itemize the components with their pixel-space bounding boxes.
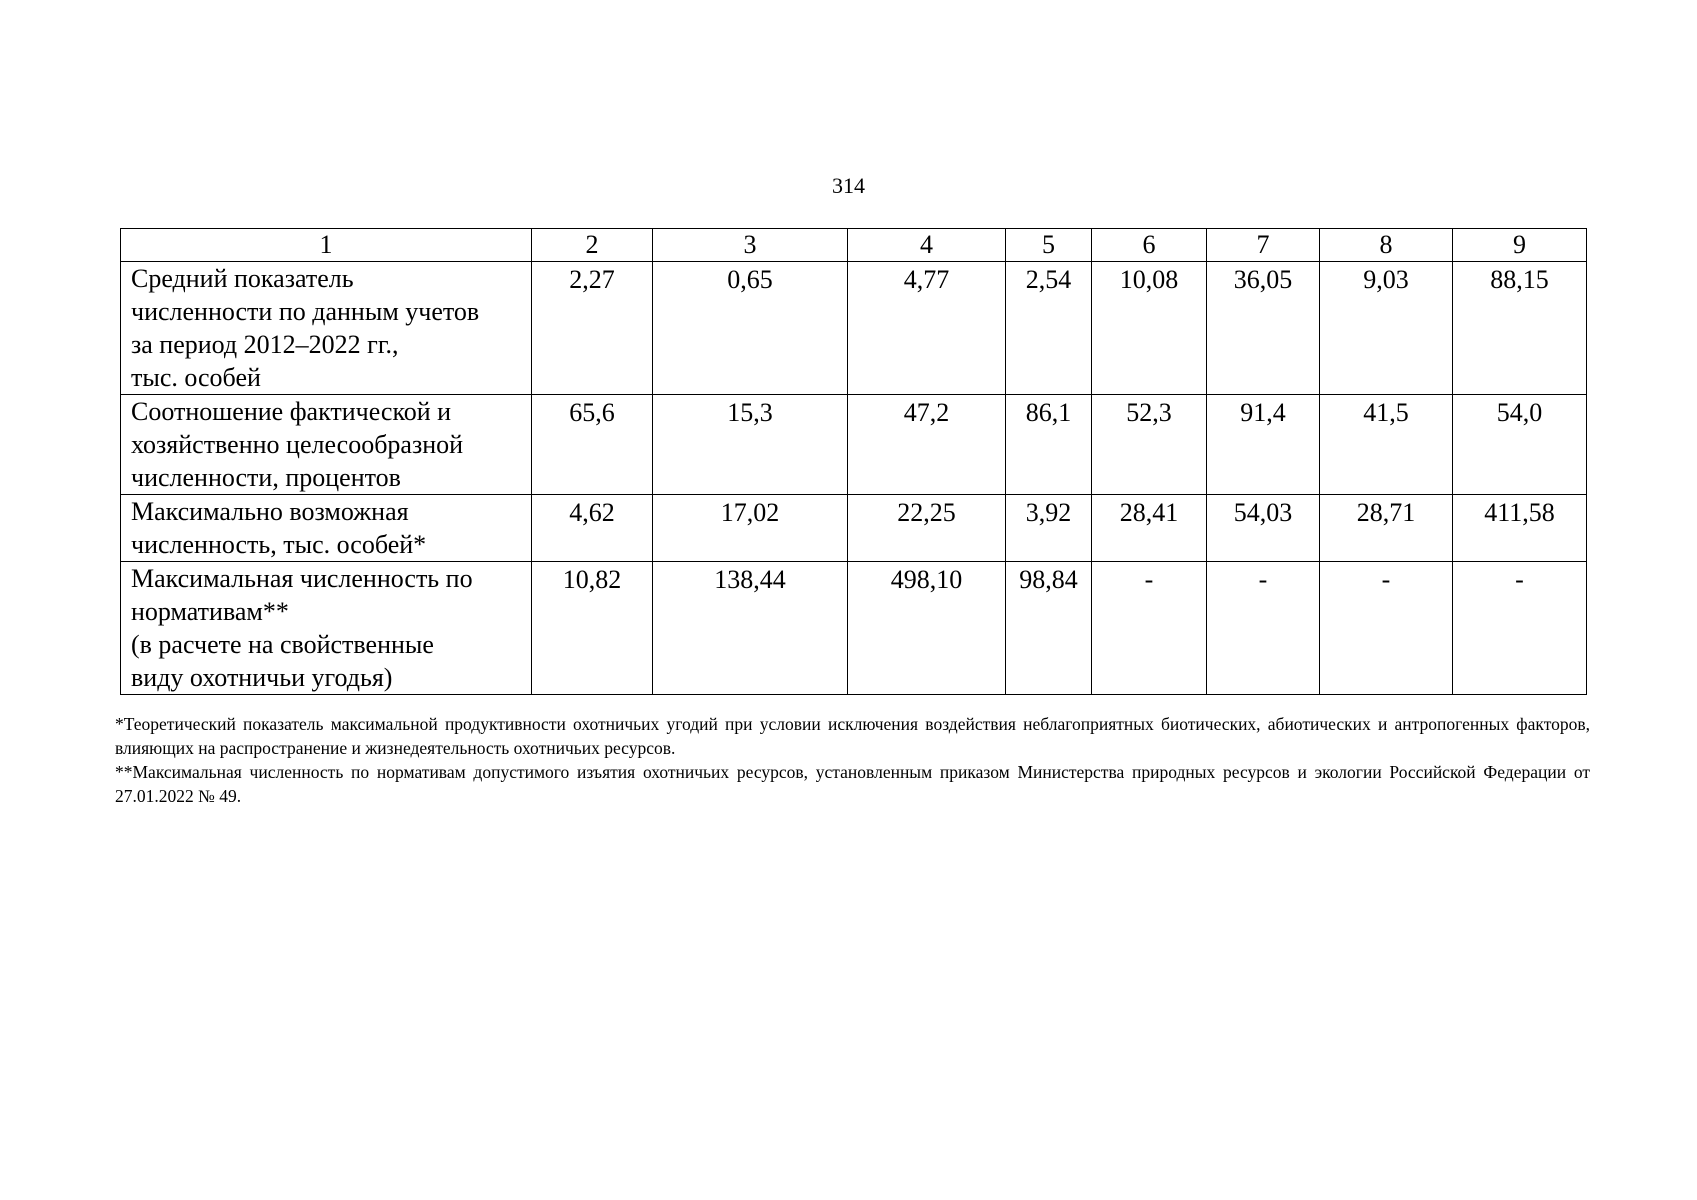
column-header: 6 xyxy=(1092,229,1207,262)
table-cell: 138,44 xyxy=(653,562,848,695)
table-cell: 17,02 xyxy=(653,495,848,562)
table-cell: 10,82 xyxy=(532,562,653,695)
column-header: 2 xyxy=(532,229,653,262)
page-number: 314 xyxy=(832,173,865,198)
table-cell: 4,77 xyxy=(848,262,1006,395)
column-header: 4 xyxy=(848,229,1006,262)
row-label xyxy=(121,395,532,495)
table-cell: 2,27 xyxy=(532,262,653,395)
footnote-double-asterisk: **Максимальная численность по нормативам допустимого изъятия охотничьих ресурсов, установленным приказом Министерства природных ресурсов и экологии Российской Федерации от 27.01.2022 № 49. xyxy=(115,762,1590,806)
table-cell: 28,71 xyxy=(1320,495,1453,562)
table-cell: 498,10 xyxy=(848,562,1006,695)
table-cell: 88,15 xyxy=(1453,262,1587,395)
row-label xyxy=(121,495,532,562)
table-row xyxy=(121,495,1587,562)
table-cell: 9,03 xyxy=(1320,262,1453,395)
table-cell: - xyxy=(1207,562,1320,695)
table-row xyxy=(121,262,1587,395)
row-label-line: (в расчете на свойственные xyxy=(131,630,434,659)
table-cell: 98,84 xyxy=(1006,562,1092,695)
row-label-line: Средний показатель xyxy=(131,264,354,293)
table-cell: 52,3 xyxy=(1092,395,1207,495)
column-header: 3 xyxy=(653,229,848,262)
table-cell: 86,1 xyxy=(1006,395,1092,495)
row-label-line: виду охотничьи угодья) xyxy=(131,663,393,692)
table-cell: 65,6 xyxy=(532,395,653,495)
row-label-line: Максимальная численность по xyxy=(131,564,473,593)
table-cell: 3,92 xyxy=(1006,495,1092,562)
column-header: 7 xyxy=(1207,229,1320,262)
table-row xyxy=(121,395,1587,495)
table-cell: 411,58 xyxy=(1453,495,1587,562)
row-label-line: хозяйственно целесообразной xyxy=(131,430,464,459)
row-label-line: Максимально возможная xyxy=(131,497,409,526)
table-cell: 28,41 xyxy=(1092,495,1207,562)
column-header: 5 xyxy=(1006,229,1092,262)
row-label xyxy=(121,262,532,395)
row-label-line: нормативам** xyxy=(131,597,289,626)
column-header: 8 xyxy=(1320,229,1453,262)
table-cell: 0,65 xyxy=(653,262,848,395)
table-header-row xyxy=(121,229,1587,262)
table-cell: 91,4 xyxy=(1207,395,1320,495)
table-row xyxy=(121,562,1587,695)
row-label-line: за период 2012–2022 гг., xyxy=(131,330,399,359)
table-cell: 10,08 xyxy=(1092,262,1207,395)
table-cell: 4,62 xyxy=(532,495,653,562)
table-cell: 47,2 xyxy=(848,395,1006,495)
row-label-line: Соотношение фактической и xyxy=(131,397,452,426)
table-cell: 54,03 xyxy=(1207,495,1320,562)
table-cell: 41,5 xyxy=(1320,395,1453,495)
row-label xyxy=(121,562,532,695)
column-header: 1 xyxy=(121,229,532,262)
table-cell: - xyxy=(1092,562,1207,695)
table-cell: 36,05 xyxy=(1207,262,1320,395)
row-label-line: численности, процентов xyxy=(131,463,401,492)
data-table xyxy=(120,228,1587,695)
table-cell: 54,0 xyxy=(1453,395,1587,495)
table-cell: 15,3 xyxy=(653,395,848,495)
table-cell: - xyxy=(1320,562,1453,695)
footnotes xyxy=(115,712,1590,808)
row-label-line: тыс. особей xyxy=(131,363,261,392)
row-label-line: численности по данным учетов xyxy=(131,297,480,326)
table-cell: 22,25 xyxy=(848,495,1006,562)
column-header: 9 xyxy=(1453,229,1587,262)
table-cell: 2,54 xyxy=(1006,262,1092,395)
table-cell: - xyxy=(1453,562,1587,695)
row-label-line: численность, тыс. особей* xyxy=(131,530,427,559)
footnote-single-asterisk: *Теоретический показатель максимальной продуктивности охотничьих угодий при условии исключения воздействия неблагоприятных биотических, абиотических и антропогенных факторов, влияющих на распространение и жизнедеятельность охотничьих ресурсов. xyxy=(115,714,1590,758)
